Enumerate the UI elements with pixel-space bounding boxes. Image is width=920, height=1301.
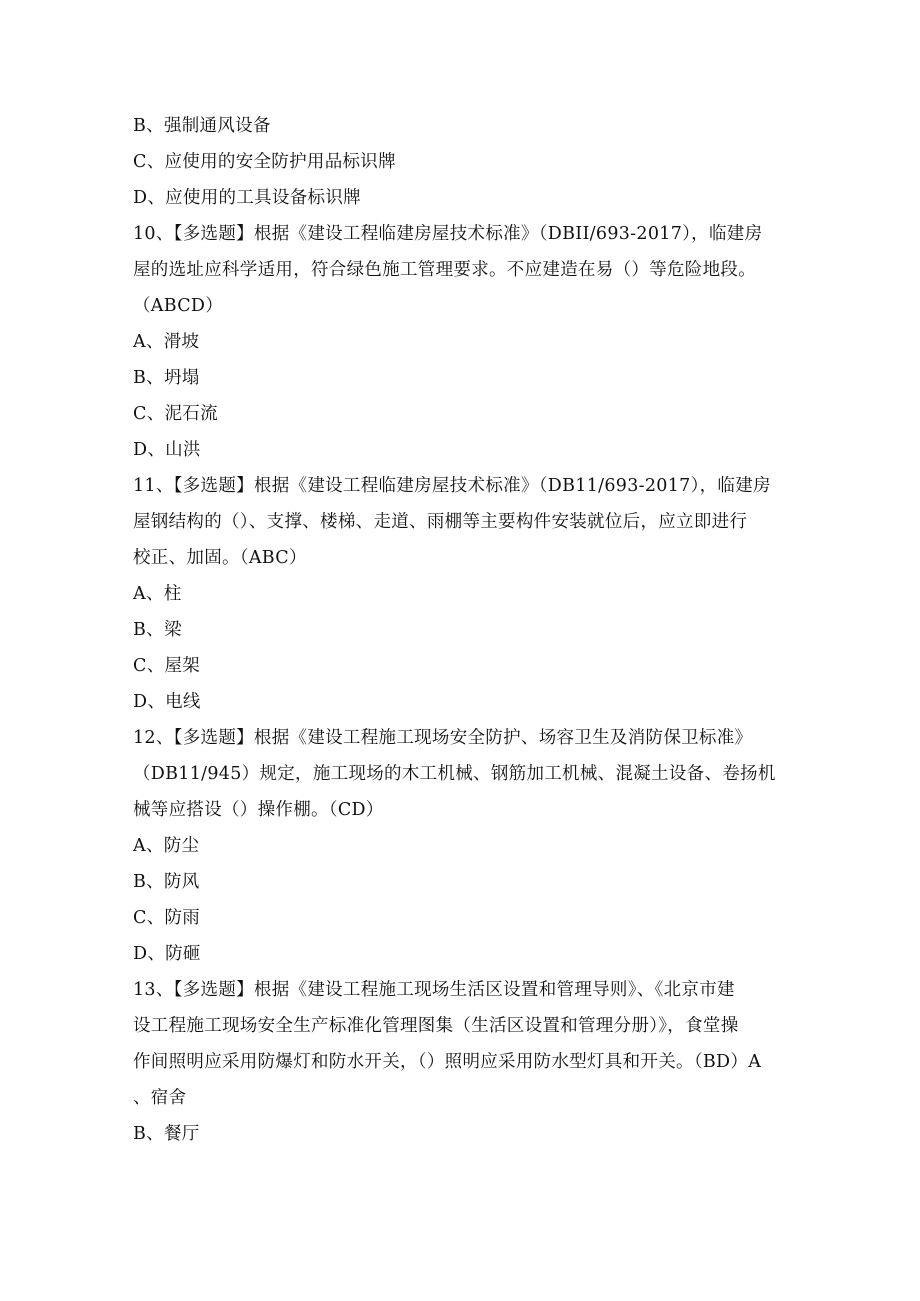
- question-line: 械等应搭设（）操作棚。（CD）: [133, 800, 384, 820]
- option-line: B、坍塌: [133, 368, 200, 388]
- question-line: 12、【多选题】根据《建设工程施工现场安全防护、场容卫生及消防保卫标准》: [133, 728, 753, 748]
- question-line: 11、【多选题】根据《建设工程临建房屋技术标准》（DB11/693-2017），临建房: [133, 476, 771, 496]
- option-line: C、应使用的安全防护用品标识牌: [133, 152, 396, 172]
- answer-line: （ABCD）: [133, 296, 224, 316]
- option-line: A、防尘: [133, 836, 200, 856]
- question-line: 校正、加固。（ABC）: [133, 548, 307, 568]
- question-line: 13、【多选题】根据《建设工程施工现场生活区设置和管理导则》、《北京市建: [133, 980, 735, 1000]
- option-line: C、防雨: [133, 908, 201, 928]
- option-line: D、应使用的工具设备标识牌: [133, 188, 361, 208]
- option-line: D、防砸: [133, 944, 201, 964]
- option-line: C、泥石流: [133, 404, 218, 424]
- option-line: D、山洪: [133, 440, 201, 460]
- option-line: 、宿舍: [133, 1088, 187, 1108]
- option-line: A、柱: [133, 584, 182, 604]
- question-line: （DB11/945）规定，施工现场的木工机械、钢筋加工机械、混凝土设备、卷扬机: [133, 764, 776, 784]
- option-line: D、电线: [133, 692, 201, 712]
- option-line: B、梁: [133, 620, 182, 640]
- document-body: [133, 108, 793, 1152]
- option-line: A、滑坡: [133, 332, 200, 352]
- question-line: 屋的选址应科学适用，符合绿色施工管理要求。不应建造在易（）等危险地段。: [133, 260, 756, 280]
- option-line: B、防风: [133, 872, 200, 892]
- option-line: B、餐厅: [133, 1124, 200, 1144]
- option-line: B、强制通风设备: [133, 116, 271, 136]
- option-line: C、屋架: [133, 656, 201, 676]
- question-line: 设工程施工现场安全生产标准化管理图集（生活区设置和管理分册）》，食堂操: [133, 1016, 739, 1036]
- question-line: 作间照明应采用防爆灯和防水开关，（）照明应采用防水型灯具和开关。（BD）A: [133, 1052, 762, 1072]
- question-line: 屋钢结构的（）、支撑、楼梯、走道、雨棚等主要构件安装就位后，应立即进行: [133, 512, 748, 532]
- question-line: 10、【多选题】根据《建设工程临建房屋技术标准》（DBII/693-2017），临建房: [133, 224, 763, 244]
